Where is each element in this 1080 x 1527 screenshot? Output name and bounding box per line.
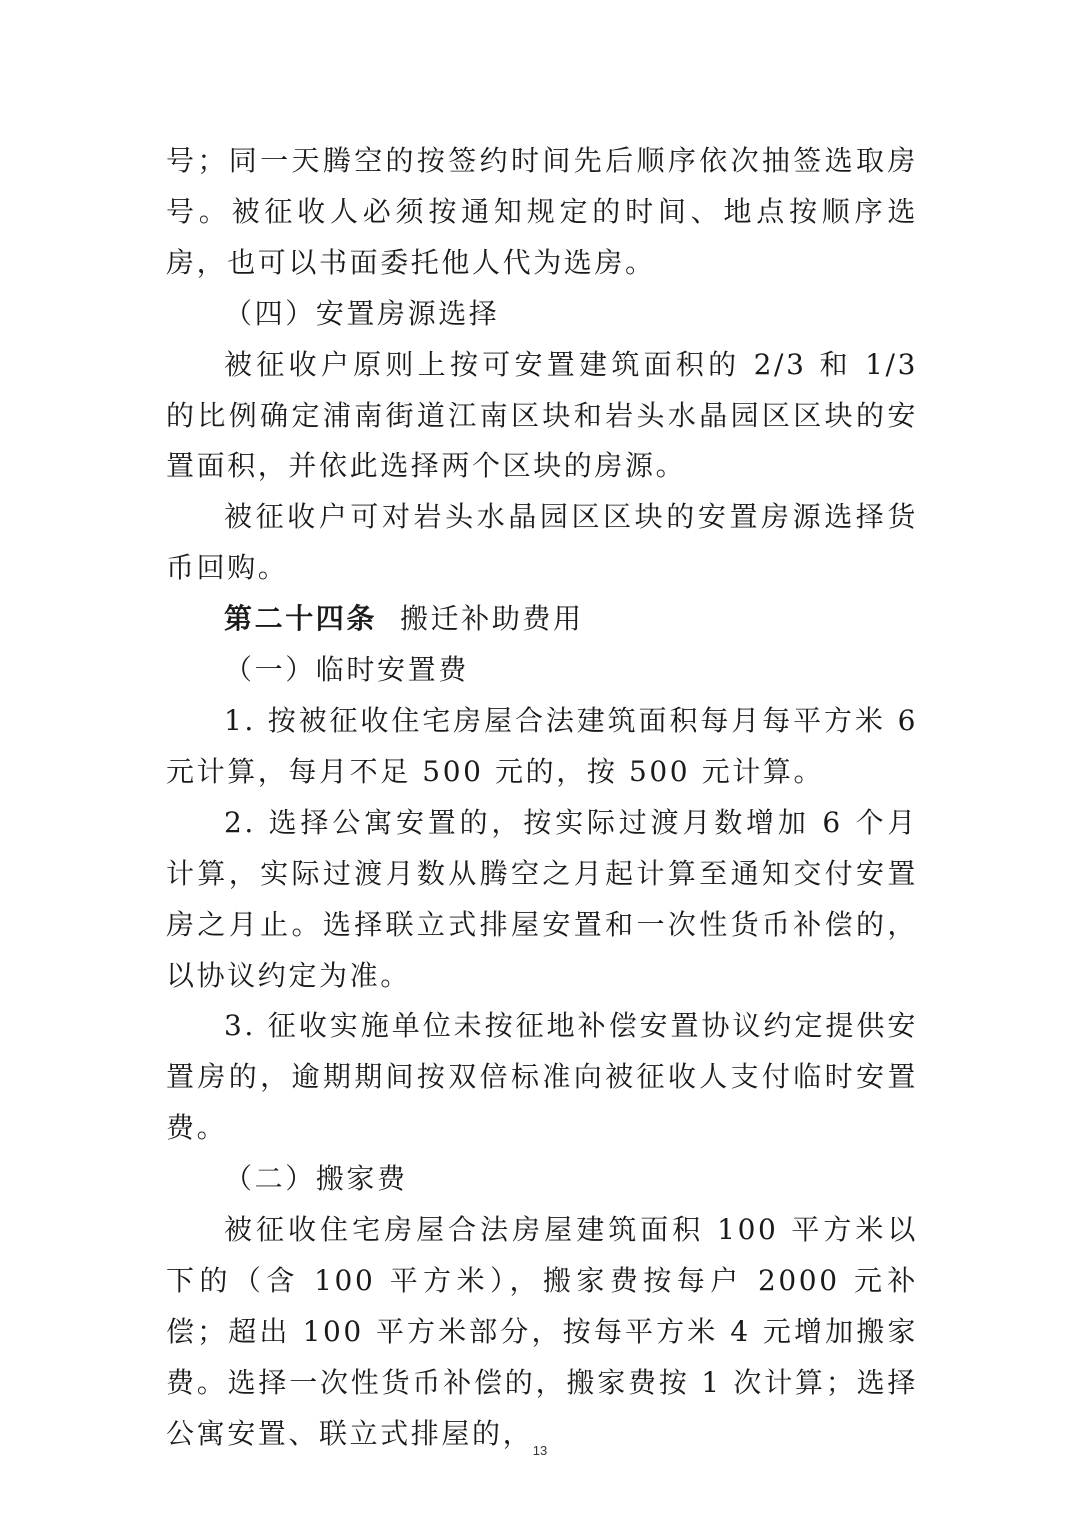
paragraph-monetary-buyback: 被征收户可对岩头水晶园区区块的安置房源选择货币回购。 — [166, 500, 918, 585]
article-title: 搬迁补助费用 — [377, 602, 584, 636]
document-body — [166, 136, 930, 1460]
paragraph-item-3: 3. 征收实施单位未按征地补偿安置协议约定提供安置房的，逾期期间按双倍标准向被征收人支付临时安置费。 — [166, 1009, 918, 1145]
paragraph-item-1: 1. 按被征收住宅房屋合法建筑面积每月每平方米 6 元计算，每月不足 500 元的，按 500 元计算。 — [166, 703, 930, 788]
section-heading-moving-fee: （二）搬家费 — [224, 1162, 408, 1196]
section-heading-temporary-fee: （一）临时安置费 — [224, 653, 469, 687]
article-heading — [166, 594, 918, 645]
paragraph-item-2: 2. 选择公寓安置的，按实际过渡月数增加 6 个月计算，实际过渡月数从腾空之月起计算至通知交付安置房之月止。选择联立式排屋安置和一次性货币补偿的，以协议约定为准。 — [166, 805, 918, 992]
article-label: 第二十四条 — [224, 602, 378, 636]
paragraph-area-ratio: 被征收户原则上按可安置建筑面积的 2/3 和 1/3 的比例确定浦南街道江南区块和岩头水晶园区区块的安置面积，并依此选择两个区块的房源。 — [166, 347, 930, 483]
page-number: 13 — [532, 1443, 548, 1458]
section-heading-housing-selection: （四）安置房源选择 — [224, 296, 500, 330]
paragraph-continuation: 号；同一天腾空的按签约时间先后顺序依次抽签选取房号。被征收人必须按通知规定的时间、地点按顺序选房，也可以书面委托他人代为选房。 — [166, 144, 918, 279]
paragraph-moving-fee: 被征收住宅房屋合法房屋建筑面积 100 平方米以下的（含 100 平方米），搬家费按每户 2000 元补偿；超出 100 平方米部分，按每平方米 4 元增加搬家费。选择一次性货币补偿的，搬家费按 1 次计算；选择公寓安置、联立式排屋的， — [166, 1213, 918, 1450]
